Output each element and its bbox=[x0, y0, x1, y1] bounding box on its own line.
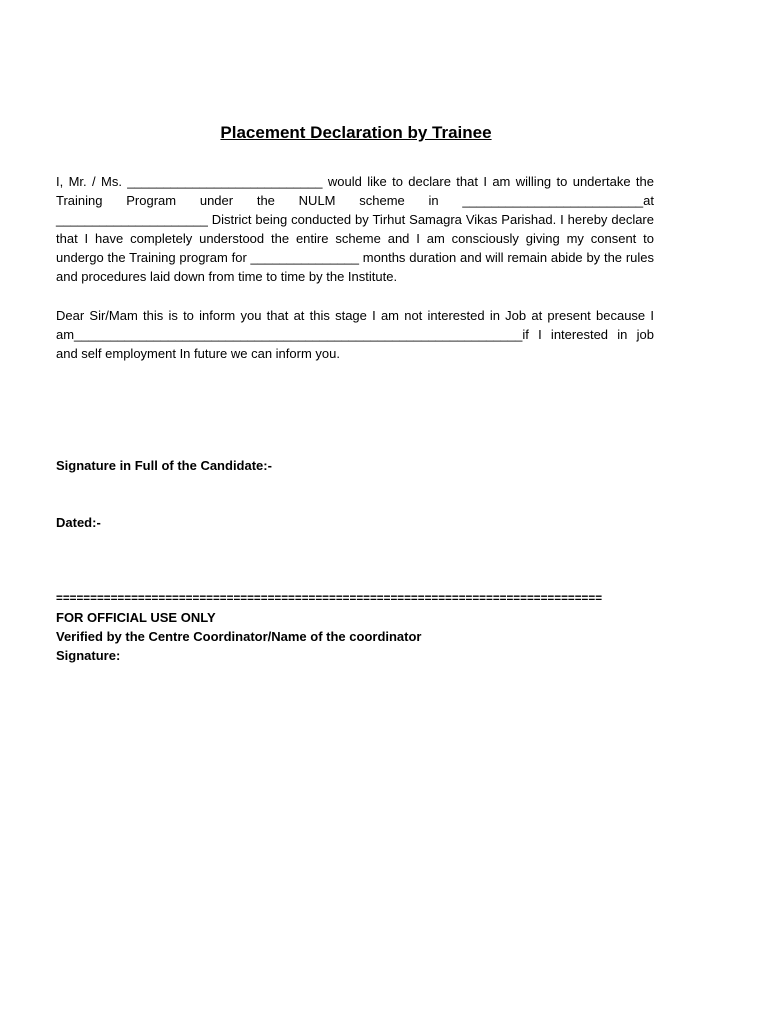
verified-by-label: Verified by the Centre Coordinator/Name of the coordinator bbox=[56, 629, 422, 644]
section-divider: ================================================================================ bbox=[56, 592, 603, 605]
document-title: Placement Declaration by Trainee bbox=[220, 123, 492, 142]
declaration-paragraph: I, Mr. / Ms. ___________________________ would like to declare that I am willing to undertake the Training Program under the NULM scheme in _________________________at _____________________ District being conducted by Tirhut Samagra Vikas Parishad. I hereby declare that I have completely understood the entire scheme and I am consciously giving my consent to undergo the Training program for _______________ months duration and will remain abide by the rules and procedures laid down from time to time by the Institute. bbox=[56, 174, 654, 284]
official-signature-label: Signature: bbox=[56, 648, 121, 663]
candidate-signature-label: Signature in Full of the Candidate:- bbox=[56, 458, 272, 473]
official-use-heading: FOR OFFICIAL USE ONLY bbox=[56, 610, 216, 625]
interest-paragraph: Dear Sir/Mam this is to inform you that at this stage I am not interested in Job at present because I am______________________________________________________________if I interested in job and self employment In future we can inform you. bbox=[56, 308, 654, 361]
dated-label: Dated:- bbox=[56, 515, 101, 530]
document-page bbox=[56, 0, 656, 1024]
